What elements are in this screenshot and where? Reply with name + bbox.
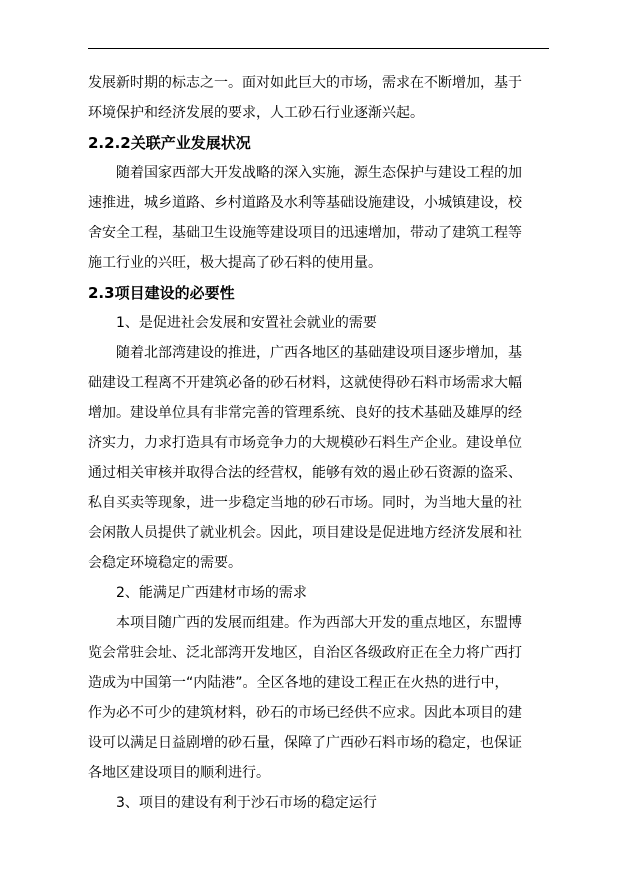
section-heading: 2.3项目建设的必要性	[88, 284, 235, 302]
paragraph-line: 览会常驻会址、泛北部湾开发地区，自治区各级政府正在全力将广西打	[88, 645, 522, 661]
paragraph-line: 通过相关审核并取得合法的经营权，能够有效的遏止砂石资源的盗采、	[88, 465, 522, 481]
paragraph-line: 施工行业的兴旺，极大提高了砂石料的使用量。	[88, 255, 382, 271]
section-heading: 2.2.2关联产业发展状况	[88, 134, 251, 152]
paragraph-line: 私自买卖等现象，进一步稳定当地的砂石市场。同时，为当地大量的社	[88, 495, 522, 511]
paragraph-line: 环境保护和经济发展的要求，人工砂石行业逐渐兴起。	[88, 105, 424, 121]
paragraph-line: 会稳定环境稳定的需要。	[88, 555, 242, 571]
paragraph-line: 作为必不可少的建筑材料，砂石的市场已经供不应求。因此本项目的建	[88, 705, 522, 721]
header-rule	[88, 48, 549, 49]
list-item-heading: 2、能满足广西建材市场的需求	[116, 585, 307, 601]
paragraph-line: 设可以满足日益剧增的砂石量，保障了广西砂石料市场的稳定，也保证	[88, 735, 522, 751]
paragraph-line: 济实力，力求打造具有市场竞争力的大规模砂石料生产企业。建设单位	[88, 435, 522, 451]
paragraph-line: 发展新时期的标志之一。面对如此巨大的市场，需求在不断增加，基于	[88, 75, 522, 91]
list-item-heading: 1、是促进社会发展和安置社会就业的需要	[116, 315, 377, 331]
paragraph-line: 速推进，城乡道路、乡村道路及水利等基础设施建设，小城镇建设，校	[88, 195, 522, 211]
paragraph-line: 造成为中国第一“内陆港”。全区各地的建设工程正在火热的进行中，	[88, 675, 509, 691]
paragraph-line: 随着北部湾建设的推进，广西各地区的基础建设项目逐步增加，基	[116, 345, 522, 361]
paragraph-line: 会闲散人员提供了就业机会。因此，项目建设是促进地方经济发展和社	[88, 525, 522, 541]
paragraph-line: 增加。建设单位具有非常完善的管理系统、良好的技术基础及雄厚的经	[88, 405, 522, 421]
paragraph-line: 各地区建设项目的顺利进行。	[88, 765, 270, 781]
paragraph-line: 础建设工程离不开建筑必备的砂石材料，这就使得砂石料市场需求大幅	[88, 375, 522, 391]
paragraph-line: 舍安全工程，基础卫生设施等建设项目的迅速增加，带动了建筑工程等	[88, 225, 522, 241]
paragraph-line: 本项目随广西的发展而组建。作为西部大开发的重点地区，东盟博	[116, 615, 522, 631]
list-item-heading: 3、项目的建设有利于沙石市场的稳定运行	[116, 795, 377, 811]
paragraph-line: 随着国家西部大开发战略的深入实施，源生态保护与建设工程的加	[116, 165, 522, 181]
